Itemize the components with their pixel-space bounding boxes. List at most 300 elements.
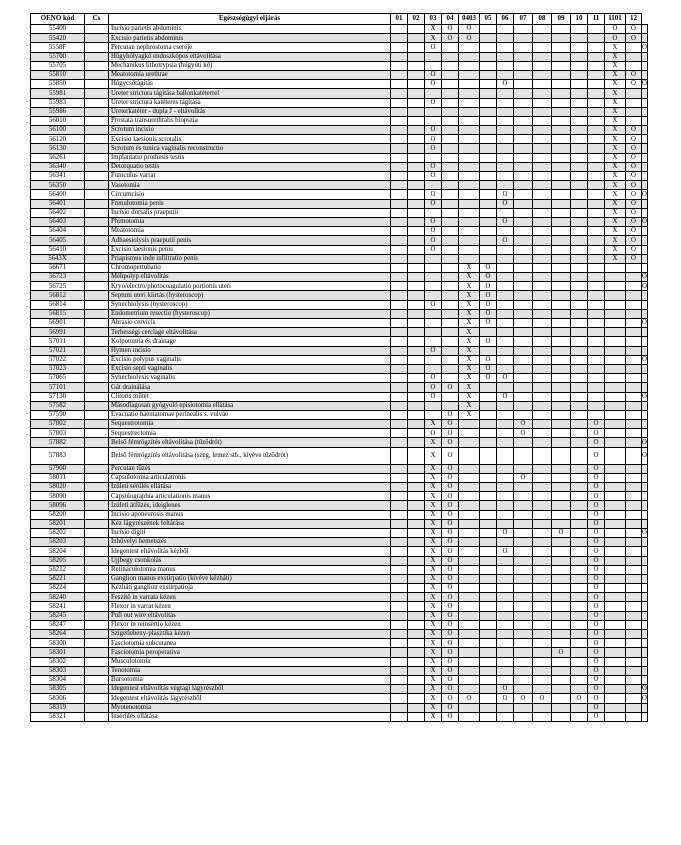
table-header-row: [31, 14, 648, 25]
mark-cell: O: [442, 565, 459, 574]
mark-cell: [514, 25, 533, 34]
mark-cell: [626, 556, 642, 565]
mark-cell: [408, 153, 425, 162]
mark-cell: [480, 98, 497, 107]
mark-cell: O: [626, 70, 642, 79]
mark-cell: [571, 429, 588, 438]
oeno-code-cell: 56010: [31, 116, 85, 125]
mark-cell: [408, 657, 425, 666]
mark-cell: X: [605, 80, 626, 89]
mark-cell: [480, 61, 497, 70]
mark-cell: [642, 89, 648, 98]
mark-cell: [552, 135, 571, 144]
mark-cell: [552, 309, 571, 318]
mark-cell: O: [588, 501, 605, 510]
mark-cell: [480, 464, 497, 473]
mark-cell: [533, 675, 552, 684]
procedure-name-cell: Ureter strictura katéteres tágítása: [109, 98, 391, 107]
mark-cell: [391, 291, 408, 300]
table-row: [31, 657, 648, 666]
oeno-code-cell: 5643X: [31, 254, 85, 263]
procedure-name-cell: Ízületi sérülés ellátása: [109, 483, 391, 492]
mark-cell: [408, 420, 425, 429]
table-row: [31, 346, 648, 355]
mark-cell: [459, 483, 480, 492]
mark-cell: [588, 61, 605, 70]
mark-cell: [571, 245, 588, 254]
mark-cell: [605, 639, 626, 648]
mark-cell: [514, 648, 533, 657]
mark-cell: [459, 89, 480, 98]
cs-cell: [85, 52, 109, 61]
mark-cell: [497, 501, 514, 510]
cs-cell: [85, 208, 109, 217]
mark-cell: [552, 217, 571, 226]
table-row: [31, 547, 648, 556]
mark-cell: [408, 574, 425, 583]
mark-cell: [514, 291, 533, 300]
column-header: 05: [480, 14, 497, 25]
mark-cell: [480, 694, 497, 703]
mark-cell: [642, 657, 648, 666]
mark-cell: [391, 438, 408, 447]
mark-cell: [626, 374, 642, 383]
mark-cell: [391, 547, 408, 556]
mark-cell: [459, 107, 480, 116]
mark-cell: [533, 43, 552, 52]
mark-cell: [588, 300, 605, 309]
mark-cell: [552, 70, 571, 79]
mark-cell: [425, 273, 442, 282]
table-row: [31, 528, 648, 537]
oeno-code-cell: 58205: [31, 556, 85, 565]
mark-cell: [442, 153, 459, 162]
mark-cell: O: [588, 438, 605, 447]
mark-cell: [642, 135, 648, 144]
mark-cell: [408, 383, 425, 392]
mark-cell: [533, 107, 552, 116]
cs-cell: [85, 584, 109, 593]
mark-cell: [533, 25, 552, 34]
mark-cell: [588, 181, 605, 190]
mark-cell: [533, 300, 552, 309]
mark-cell: [391, 420, 408, 429]
mark-cell: [425, 401, 442, 410]
mark-cell: [533, 410, 552, 419]
mark-cell: O: [588, 528, 605, 537]
mark-cell: [480, 639, 497, 648]
mark-cell: [642, 611, 648, 620]
mark-cell: [571, 328, 588, 337]
mark-cell: O: [514, 694, 533, 703]
cs-cell: [85, 410, 109, 419]
mark-cell: [391, 556, 408, 565]
mark-cell: X: [605, 126, 626, 135]
table-row: [31, 190, 648, 199]
column-header: OENO kód: [31, 14, 85, 25]
mark-cell: [408, 685, 425, 694]
mark-cell: [391, 80, 408, 89]
mark-cell: O: [442, 648, 459, 657]
cs-cell: [85, 392, 109, 401]
mark-cell: [533, 473, 552, 482]
mark-cell: [552, 236, 571, 245]
mark-cell: [391, 254, 408, 263]
mark-cell: X: [459, 273, 480, 282]
mark-cell: [480, 52, 497, 61]
mark-cell: [571, 227, 588, 236]
mark-cell: [533, 392, 552, 401]
cs-cell: [85, 190, 109, 199]
mark-cell: [497, 116, 514, 125]
oeno-code-cell: 56403: [31, 217, 85, 226]
cs-cell: [85, 98, 109, 107]
mark-cell: [571, 89, 588, 98]
mark-cell: [552, 208, 571, 217]
oeno-code-cell: 55420: [31, 34, 85, 43]
mark-cell: [391, 337, 408, 346]
mark-cell: [533, 52, 552, 61]
mark-cell: [571, 291, 588, 300]
oeno-code-cell: 58305: [31, 685, 85, 694]
mark-cell: [391, 346, 408, 355]
mark-cell: [497, 337, 514, 346]
mark-cell: X: [425, 602, 442, 611]
table-row: [31, 328, 648, 337]
mark-cell: O: [588, 447, 605, 464]
table-row: [31, 263, 648, 272]
mark-cell: [459, 438, 480, 447]
mark-cell: O: [626, 34, 642, 43]
column-header: Cs: [85, 14, 109, 25]
cs-cell: [85, 291, 109, 300]
mark-cell: O: [497, 528, 514, 537]
mark-cell: [514, 52, 533, 61]
mark-cell: [497, 420, 514, 429]
mark-cell: [588, 245, 605, 254]
mark-cell: [408, 556, 425, 565]
procedure-name-cell: Meatotomia: [109, 227, 391, 236]
procedure-name-cell: Kézháti ganglion exstirpatioja: [109, 584, 391, 593]
mark-cell: [480, 565, 497, 574]
mark-cell: [408, 694, 425, 703]
mark-cell: [480, 429, 497, 438]
mark-cell: [571, 98, 588, 107]
cs-cell: [85, 712, 109, 721]
table-row: [31, 556, 648, 565]
mark-cell: [459, 429, 480, 438]
mark-cell: O: [514, 473, 533, 482]
mark-cell: O: [425, 245, 442, 254]
mark-cell: [533, 401, 552, 410]
procedure-name-cell: Phimotomia: [109, 217, 391, 226]
procedure-name-cell: Musculotomia: [109, 657, 391, 666]
mark-cell: [514, 620, 533, 629]
procedure-name-cell: Synechiolysis vaginalis: [109, 374, 391, 383]
mark-cell: [408, 528, 425, 537]
mark-cell: [408, 392, 425, 401]
mark-cell: [497, 153, 514, 162]
mark-cell: [514, 80, 533, 89]
procedure-name-cell: Excisio laesionis penis: [109, 245, 391, 254]
mark-cell: [514, 98, 533, 107]
table-row: [31, 639, 648, 648]
mark-cell: O: [442, 528, 459, 537]
mark-cell: [391, 611, 408, 620]
mark-cell: [571, 712, 588, 721]
mark-cell: X: [425, 519, 442, 528]
mark-cell: O: [442, 547, 459, 556]
table-row: [31, 630, 648, 639]
mark-cell: [391, 199, 408, 208]
mark-cell: [514, 144, 533, 153]
oeno-code-cell: 56340: [31, 162, 85, 171]
mark-cell: [552, 300, 571, 309]
mark-cell: [642, 483, 648, 492]
mark-cell: [480, 245, 497, 254]
mark-cell: [391, 675, 408, 684]
mark-cell: O: [442, 538, 459, 547]
mark-cell: [533, 309, 552, 318]
cs-cell: [85, 328, 109, 337]
procedure-name-cell: Belső fémrögzítés eltávolítása (szeg, lemez stb., kivéve tűződrót): [109, 447, 391, 464]
mark-cell: [642, 464, 648, 473]
mark-cell: [605, 410, 626, 419]
mark-cell: [571, 383, 588, 392]
mark-cell: X: [425, 501, 442, 510]
mark-cell: [425, 355, 442, 364]
mark-cell: [497, 135, 514, 144]
mark-cell: [588, 162, 605, 171]
mark-cell: X: [605, 190, 626, 199]
mark-cell: X: [605, 254, 626, 263]
cs-cell: [85, 483, 109, 492]
mark-cell: O: [425, 190, 442, 199]
column-header: 12: [626, 14, 642, 25]
mark-cell: [514, 227, 533, 236]
column-header: 03: [425, 14, 442, 25]
mark-cell: [442, 208, 459, 217]
table-row: [31, 52, 648, 61]
mark-cell: [588, 153, 605, 162]
mark-cell: O: [642, 43, 647, 51]
mark-cell: [391, 98, 408, 107]
mark-cell: [408, 217, 425, 226]
mark-cell: [408, 291, 425, 300]
mark-cell: [514, 126, 533, 135]
mark-cell: O: [588, 685, 605, 694]
mark-cell: [626, 565, 642, 574]
mark-cell: [459, 473, 480, 482]
mark-cell: O: [514, 420, 533, 429]
mark-cell: [626, 602, 642, 611]
mark-cell: [391, 70, 408, 79]
mark-cell: O: [571, 694, 588, 703]
oeno-code-cell: 57900: [31, 464, 85, 473]
mark-cell: [588, 410, 605, 419]
mark-cell: O: [588, 483, 605, 492]
mark-cell: [480, 383, 497, 392]
mark-cell: X: [425, 34, 442, 43]
cs-cell: [85, 438, 109, 447]
mark-cell: [605, 519, 626, 528]
mark-cell: [480, 420, 497, 429]
mark-cell: X: [425, 438, 442, 447]
mark-cell: O: [480, 374, 497, 383]
mark-cell: [442, 254, 459, 263]
mark-cell: [642, 712, 648, 721]
mark-cell: [459, 611, 480, 620]
mark-cell: [605, 657, 626, 666]
mark-cell: [391, 648, 408, 657]
procedure-name-cell: Adhaesiolysis praeputii penis: [109, 236, 391, 245]
mark-cell: [425, 410, 442, 419]
mark-cell: [459, 528, 480, 537]
mark-cell: [571, 420, 588, 429]
mark-cell: [442, 80, 459, 89]
mark-cell: [480, 227, 497, 236]
mark-cell: [626, 319, 642, 328]
table-row: [31, 34, 648, 43]
mark-cell: [605, 273, 626, 282]
mark-cell: [533, 429, 552, 438]
mark-cell: [533, 34, 552, 43]
mark-cell: [571, 593, 588, 602]
mark-cell: [588, 70, 605, 79]
oeno-code-cell: 58301: [31, 648, 85, 657]
mark-cell: [497, 70, 514, 79]
mark-cell: [571, 510, 588, 519]
mark-cell: O: [442, 447, 459, 464]
mark-cell: [552, 538, 571, 547]
mark-cell: X: [459, 355, 480, 364]
table-row: [31, 181, 648, 190]
oeno-code-cell: 56404: [31, 227, 85, 236]
procedure-name-cell: Ureterkatéter - dupla J - eltávolítás: [109, 107, 391, 116]
mark-cell: [391, 107, 408, 116]
mark-cell: [552, 501, 571, 510]
mark-cell: [514, 116, 533, 125]
mark-cell: O: [425, 98, 442, 107]
procedure-table: [30, 13, 648, 722]
column-header: Egészségügyi eljárás: [109, 14, 391, 25]
mark-cell: [442, 346, 459, 355]
oeno-code-cell: 55983: [31, 98, 85, 107]
procedure-name-cell: Hymen incisio: [109, 346, 391, 355]
mark-cell: O: [626, 126, 642, 135]
mark-cell: [442, 263, 459, 272]
mark-cell: [391, 135, 408, 144]
mark-cell: O: [588, 464, 605, 473]
mark-cell: [571, 464, 588, 473]
mark-cell: X: [459, 383, 480, 392]
mark-cell: X: [425, 25, 442, 34]
mark-cell: [533, 666, 552, 675]
cs-cell: [85, 337, 109, 346]
mark-cell: [533, 199, 552, 208]
mark-cell: [552, 107, 571, 116]
mark-cell: O: [442, 657, 459, 666]
mark-cell: [391, 144, 408, 153]
mark-cell: [552, 565, 571, 574]
mark-cell: [459, 584, 480, 593]
mark-cell: [459, 538, 480, 547]
mark-cell: [408, 319, 425, 328]
table-row: [31, 337, 648, 346]
mark-cell: [497, 492, 514, 501]
mark-cell: [605, 611, 626, 620]
mark-cell: [459, 675, 480, 684]
mark-cell: [480, 70, 497, 79]
mark-cell: [514, 43, 533, 52]
mark-cell: [514, 528, 533, 537]
mark-cell: [642, 70, 648, 79]
mark-cell: [480, 199, 497, 208]
oeno-code-cell: 55850: [31, 80, 85, 89]
mark-cell: [459, 254, 480, 263]
mark-cell: [391, 685, 408, 694]
mark-cell: [605, 584, 626, 593]
mark-cell: [514, 538, 533, 547]
mark-cell: [391, 464, 408, 473]
mark-cell: O: [642, 447, 648, 464]
table-row: [31, 374, 648, 383]
mark-cell: [480, 473, 497, 482]
mark-cell: [533, 538, 552, 547]
mark-cell: [391, 483, 408, 492]
mark-cell: [571, 135, 588, 144]
mark-cell: [533, 657, 552, 666]
mark-cell: [533, 208, 552, 217]
mark-cell: [480, 547, 497, 556]
mark-cell: [391, 510, 408, 519]
mark-cell: [552, 291, 571, 300]
mark-cell: [497, 144, 514, 153]
oeno-code-cell: 58306: [31, 694, 85, 703]
mark-cell: [514, 273, 533, 282]
mark-cell: [571, 300, 588, 309]
mark-cell: [626, 383, 642, 392]
mark-cell: [533, 602, 552, 611]
mark-cell: O: [425, 172, 442, 181]
mark-cell: [642, 565, 648, 574]
mark-cell: [497, 319, 514, 328]
mark-cell: [571, 263, 588, 272]
cs-cell: [85, 319, 109, 328]
mark-cell: [459, 657, 480, 666]
mark-cell: [480, 492, 497, 501]
oeno-code-cell: 58202: [31, 528, 85, 537]
mark-cell: [480, 519, 497, 528]
mark-cell: [480, 630, 497, 639]
cs-cell: [85, 675, 109, 684]
mark-cell: [552, 98, 571, 107]
mark-cell: [425, 319, 442, 328]
mark-cell: [442, 70, 459, 79]
mark-cell: [642, 116, 648, 125]
mark-cell: X: [425, 574, 442, 583]
mark-cell: X: [425, 565, 442, 574]
cs-cell: [85, 107, 109, 116]
mark-cell: [391, 61, 408, 70]
mark-cell: [408, 34, 425, 43]
mark-cell: O: [442, 666, 459, 675]
mark-cell: [442, 273, 459, 282]
mark-cell: [571, 181, 588, 190]
cs-cell: [85, 492, 109, 501]
mark-cell: [459, 181, 480, 190]
mark-cell: [533, 80, 552, 89]
